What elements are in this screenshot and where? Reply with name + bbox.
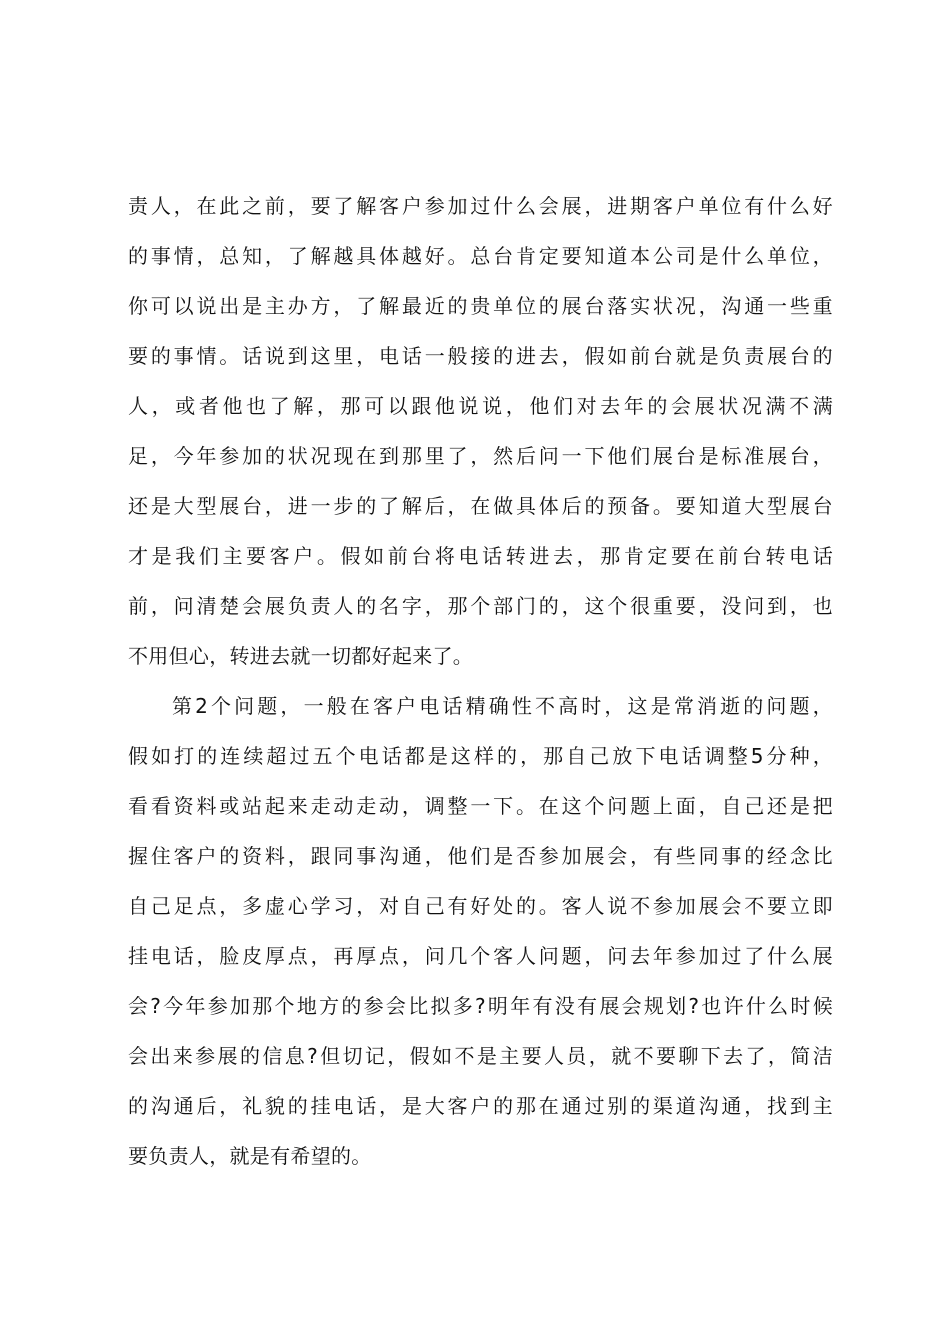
text-line: 的沟通后，礼貌的挂电话，是大客户的那在通过别的渠道沟通，找到主 [128, 1094, 833, 1118]
text-line: 假如打的连续超过五个电话都是这样的，那自己放下电话调整5分种， [128, 744, 833, 768]
text-line: 足，今年参加的状况现在到那里了，然后问一下他们展台是标准展台， [128, 444, 833, 468]
text-line: 不用但心，转进去就一切都好起来了。 [128, 644, 474, 668]
text-line: 要负责人，就是有希望的。 [128, 1144, 372, 1168]
paragraph-2 [128, 681, 833, 1181]
text-line: 才是我们主要客户。假如前台将电话转进去，那肯定要在前台转电话 [128, 544, 833, 568]
text-line: 要的事情。话说到这里，电话一般接的进去，假如前台就是负责展台的 [128, 344, 833, 368]
text-line: 会?今年参加那个地方的参会比拟多?明年有没有展会规划?也许什么时候 [128, 994, 833, 1018]
text-line: 责人，在此之前，要了解客户参加过什么会展，进期客户单位有什么好 [128, 194, 833, 218]
text-line: 握住客户的资料，跟同事沟通，他们是否参加展会，有些同事的经念比 [128, 844, 833, 868]
text-line: 看看资料或站起来走动走动，调整一下。在这个问题上面，自己还是把 [128, 794, 833, 818]
text-line: 自己足点，多虚心学习，对自己有好处的。客人说不参加展会不要立即 [128, 894, 833, 918]
text-line: 人，或者他也了解，那可以跟他说说，他们对去年的会展状况满不满 [128, 394, 833, 418]
text-line: 还是大型展台，进一步的了解后，在做具体后的预备。要知道大型展台 [128, 494, 833, 518]
text-line: 会出来参展的信息?但切记，假如不是主要人员，就不要聊下去了，简洁 [128, 1044, 833, 1068]
text-line: 挂电话，脸皮厚点，再厚点，问几个客人问题，问去年参加过了什么展 [128, 944, 833, 968]
paragraph-1 [128, 181, 833, 681]
text-line: 前，问清楚会展负责人的名字，那个部门的，这个很重要，没问到，也 [128, 594, 833, 618]
text-line: 的事情，总知，了解越具体越好。总台肯定要知道本公司是什么单位， [128, 244, 833, 268]
document-body [128, 181, 833, 1181]
text-line: 第2个问题，一般在客户电话精确性不高时，这是常消逝的问题， [172, 694, 833, 718]
text-line: 你可以说出是主办方，了解最近的贵单位的展台落实状况，沟通一些重 [128, 294, 833, 318]
